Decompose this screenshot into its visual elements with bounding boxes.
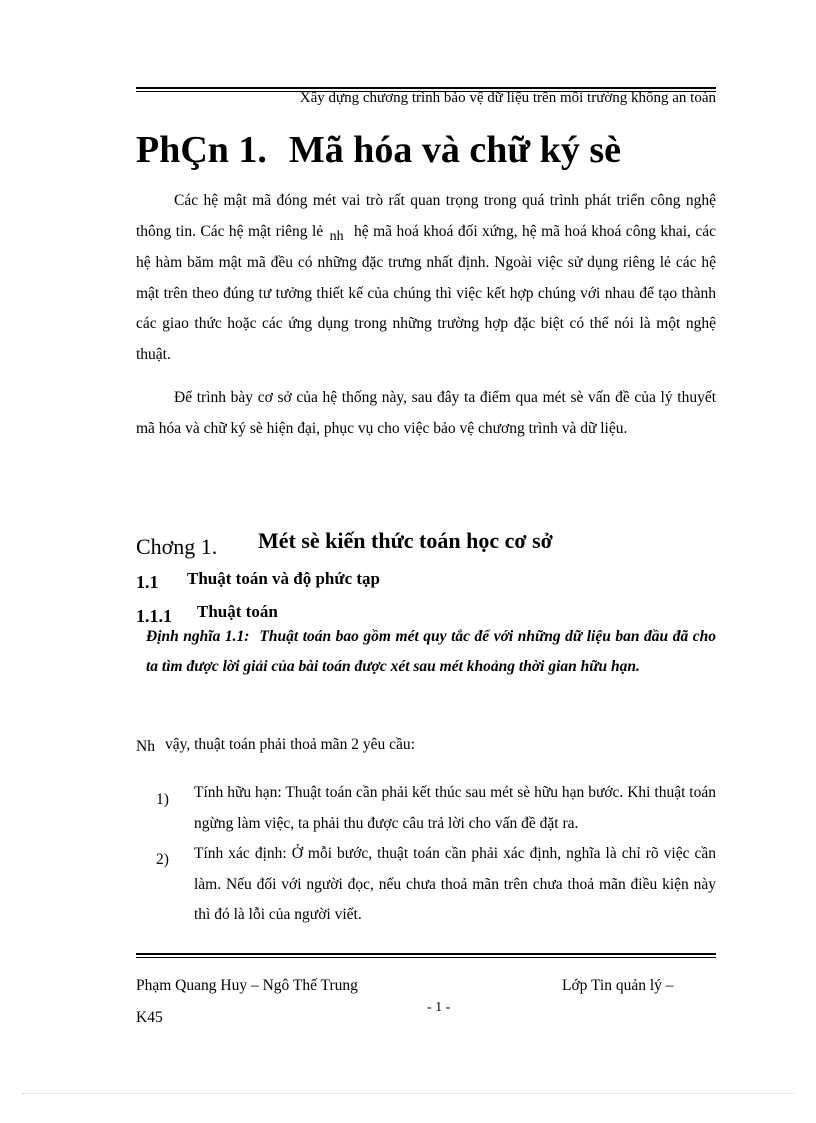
requirement-2-number: 2) xyxy=(156,851,169,868)
section-1-1-title: Thuật toán và độ phức tạp xyxy=(187,569,381,588)
paragraph-1-text-a: Các hệ mật mã đóng mét vai trò rất quan trọng trong quá trình phát triển công nghệ thông tin. Các hệ mật riêng lẻ xyxy=(136,192,716,240)
running-header: Xây dựng chương trình bảo vệ dữ liệu trên môi trường không an toàn xyxy=(299,90,716,106)
requirements-intro-text: vậy, thuật toán phải thoả mãn 2 yêu cầu: xyxy=(164,736,415,753)
chapter-number: Chơng 1. xyxy=(136,534,218,559)
definition-label: Định nghĩa 1.1: xyxy=(146,628,250,645)
definition-text: Thuật toán bao gồm mét quy tắc để với những dữ liệu ban đầu đã cho ta tìm được lời giải của bài toán được xét sau mét khoảng thời gian hữu hạn. xyxy=(146,628,716,675)
chapter-title: Mét sè kiến thức toán học cơ sở xyxy=(258,528,553,553)
section-1-1-1-title: Thuật toán xyxy=(197,602,278,621)
section-1-1-1-number: 1.1.1 xyxy=(136,606,172,626)
footer-rule-thick xyxy=(136,953,716,955)
requirement-1-number: 1) xyxy=(156,791,169,808)
part-title: Mã hóa và chữ ký sè xyxy=(288,129,622,171)
requirement-1-text: Tính hữu hạn: Thuật toán cần phải kết thúc sau mét sè hữu hạn bước. Khi thuật toán ngừng làm việc, ta phải thu được câu trả lời cho vấn đề đặt ra. xyxy=(194,784,716,832)
page-number: - 1 - xyxy=(427,1000,451,1015)
definition-1-1 xyxy=(146,622,716,681)
footer-rule-thin xyxy=(136,957,716,958)
section-1-1-number: 1.1 xyxy=(136,572,159,592)
requirements-intro-prefix: Nh xyxy=(136,738,155,755)
footer-class-suffix: K45 xyxy=(136,1009,163,1026)
footer-authors: Phạm Quang Huy – Ngô Thế Trung xyxy=(136,977,358,994)
requirement-2-text: Tính xác định: Ở mỗi bước, thuật toán cần phải xác định, nghĩa là chỉ rõ việc cần làm. Nếu đối với người đọc, nếu chưa thoả mãn trên chưa thoả mãn điều kiện này thì đó là lỗi của người viết. xyxy=(194,845,716,923)
footer-class: Lớp Tin quản lý – xyxy=(562,977,674,994)
paragraph-1-nh: nh xyxy=(329,228,344,244)
part-heading xyxy=(136,126,621,174)
requirements-intro xyxy=(136,735,415,755)
part-number: PhÇn 1. xyxy=(136,129,267,171)
intro-paragraph-2: Để trình bày cơ sở của hệ thống này, sau đây ta điểm qua mét sè vấn đề của lý thuyết mã hóa và chữ ký sè hiện đại, phục vụ cho việc bảo vệ chương trình và dữ liệu. xyxy=(136,389,716,437)
paragraph-1-text-b: hệ mã hoá khoá đối xứng, hệ mã hoá khoá công khai, các hệ hàm băm mật mã đều có những đặc trưng nhất định. Ngoài việc sử dụng riêng lẻ các hệ mật trên theo đúng tư tưởng thiết kế của chúng thì việc kết hợp chúng với nhau để tạo thành các giao thức hoặc các ứng dụng trong những trường hợp đặc biệt có thể nói là một nghệ thuật. xyxy=(136,222,717,363)
intro-paragraph-1 xyxy=(136,186,716,370)
page-bottom-edge xyxy=(22,1093,794,1094)
